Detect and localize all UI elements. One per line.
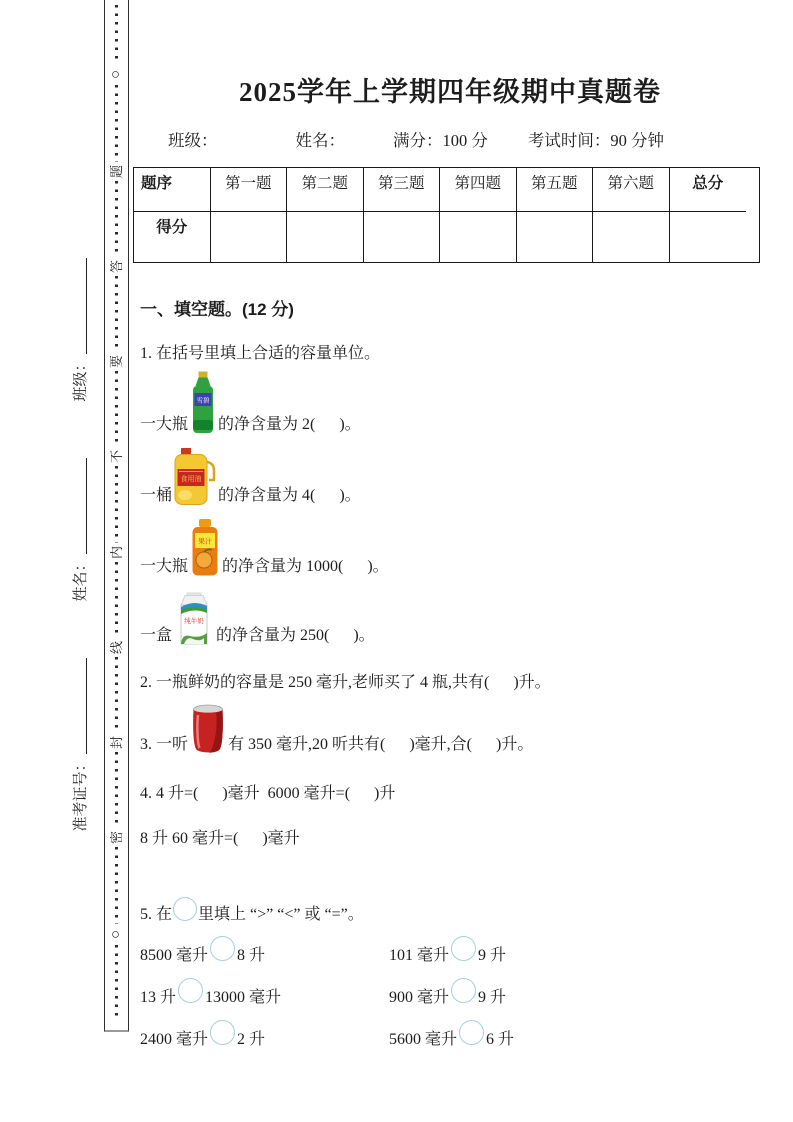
question-3 xyxy=(140,704,760,754)
margin-name-field xyxy=(70,410,90,650)
seal-dotted-segment xyxy=(115,847,118,923)
score-cell xyxy=(440,212,517,262)
seal-dotted-segment xyxy=(115,657,118,733)
table-header-question-order: 题序 xyxy=(134,168,211,212)
sprite-bottle-image xyxy=(190,371,216,434)
comparison-right: 9 升 xyxy=(478,989,507,1006)
exam-time-label: 考试时间：90 分钟 xyxy=(527,131,664,150)
juice-bottle-image xyxy=(190,519,220,576)
comparison-pair xyxy=(140,941,389,966)
item-text-pre: 一大瓶 xyxy=(140,558,189,575)
score-table xyxy=(133,167,760,263)
item-text-pre: 3. 一听 xyxy=(140,736,189,753)
comparison-pair xyxy=(140,983,389,1008)
sprite-label-text: 雪碧 xyxy=(196,397,210,405)
comparison-right: 9 升 xyxy=(478,947,507,964)
seal-dotted-segment xyxy=(115,276,118,352)
seal-circle-glyph: ○ xyxy=(108,70,124,80)
comparison-left: 101 毫升 xyxy=(389,947,450,964)
full-score-label: 满分：100 分 xyxy=(393,131,488,150)
seal-dotted-segment xyxy=(115,5,118,64)
margin-class-label: 班级： xyxy=(73,356,89,402)
comparison-circle xyxy=(173,897,197,921)
comparison-right: 13000 毫升 xyxy=(205,989,282,1006)
table-header-q5: 第五题 xyxy=(517,168,594,212)
question-4-line2: 8 升 60 毫升=( )毫升 xyxy=(140,830,300,847)
item-text-post: 的净含量为 4( )。 xyxy=(218,487,361,504)
comparison-circle xyxy=(210,936,235,961)
seal-char: 线 xyxy=(108,640,124,654)
margin-name-blank-line xyxy=(86,459,87,555)
class-label: 班级： xyxy=(168,131,218,150)
margin-exam-no-field xyxy=(70,625,90,865)
oil-label-text: 食用油 xyxy=(180,475,202,483)
comparison-row xyxy=(140,983,760,1008)
score-row-label: 得分 xyxy=(134,212,211,262)
item-text-post: 有 350 毫升,20 听共有( )毫升,合( )升。 xyxy=(228,736,534,753)
margin-exam-no-blank-line xyxy=(86,659,87,755)
comparison-pair xyxy=(140,1025,389,1050)
table-header-q3: 第三题 xyxy=(364,168,441,212)
comparison-row xyxy=(140,941,760,966)
seal-dotted-segment xyxy=(115,466,118,542)
seal-char: 密 xyxy=(108,831,124,845)
comparison-left: 900 毫升 xyxy=(389,989,450,1006)
seal-char: 答 xyxy=(108,259,124,273)
score-cell xyxy=(287,212,364,262)
item-text-post: 的净含量为 250( )。 xyxy=(216,627,375,644)
question-4-line1: 4. 4 升=( )毫升 6000 毫升=( )升 xyxy=(140,785,396,802)
score-cell xyxy=(593,212,670,262)
margin-name-label: 姓名： xyxy=(73,556,89,602)
section-heading: 一、填空题。(12 分) xyxy=(140,300,294,319)
comparison-circle xyxy=(459,1020,484,1045)
seal-char: 题 xyxy=(108,164,124,178)
question-2: 2. 一瓶鲜奶的容量是 250 毫升,老师买了 4 瓶,共有( )升。 xyxy=(140,674,551,691)
comparison-circle xyxy=(451,936,476,961)
table-header-q1: 第一题 xyxy=(211,168,288,212)
question-5-pre: 5. 在 xyxy=(140,905,173,923)
seal-char: 内 xyxy=(108,545,124,559)
comparison-circle xyxy=(178,978,203,1003)
comparison-left: 8500 毫升 xyxy=(140,947,209,964)
question-1-item-milk xyxy=(140,592,760,645)
seal-dotted-segment xyxy=(115,945,118,1021)
seal-char: 要 xyxy=(108,355,124,369)
margin-exam-no-label: 准考证号： xyxy=(73,756,89,832)
comparison-circle xyxy=(210,1020,235,1045)
comparison-left: 13 升 xyxy=(140,989,177,1006)
comparison-pair xyxy=(389,1025,638,1050)
comparison-left: 2400 毫升 xyxy=(140,1031,209,1048)
score-cell xyxy=(211,212,288,262)
table-header-q6: 第六题 xyxy=(593,168,670,212)
table-header-q2: 第二题 xyxy=(287,168,364,212)
table-header-total: 总分 xyxy=(670,168,747,212)
juice-label-text: 果汁 xyxy=(198,537,213,546)
seal-dotted-segment xyxy=(115,85,118,161)
question-1-intro: 1. 在括号里填上合适的容量单位。 xyxy=(140,345,381,362)
margin-class-blank-line xyxy=(86,259,87,355)
comparison-pair xyxy=(389,983,638,1008)
score-cell xyxy=(364,212,441,262)
item-text-post: 的净含量为 1000( )。 xyxy=(222,558,389,575)
question-1-item-oil xyxy=(140,448,760,505)
question-5-post: 里填上 “>” “<” 或 “=”。 xyxy=(198,905,364,923)
seal-dotted-segment xyxy=(115,371,118,447)
table-header-q4: 第四题 xyxy=(440,168,517,212)
seal-dotted-segment xyxy=(115,181,118,257)
cola-can-image xyxy=(190,704,226,754)
seal-line-band xyxy=(104,0,129,1032)
comparison-circle xyxy=(451,978,476,1003)
comparison-right: 6 升 xyxy=(486,1031,515,1048)
comparison-right: 2 升 xyxy=(237,1031,266,1048)
score-cell xyxy=(517,212,594,262)
comparison-left: 5600 毫升 xyxy=(389,1031,458,1048)
exam-content xyxy=(140,0,760,1050)
question-1-item-juice xyxy=(140,519,760,576)
seal-circle-glyph: ○ xyxy=(108,929,124,939)
comparison-row xyxy=(140,1025,760,1050)
item-text-pre: 一桶 xyxy=(140,487,173,504)
comparison-pair xyxy=(389,941,638,966)
info-bar xyxy=(140,127,760,151)
question-5 xyxy=(140,900,760,924)
seal-char: 封 xyxy=(108,736,124,750)
name-label: 姓名： xyxy=(295,131,345,150)
milk-label-text: 纯牛奶 xyxy=(184,618,204,625)
comparison-right: 8 升 xyxy=(237,947,266,964)
item-text-pre: 一盒 xyxy=(140,627,173,644)
milk-carton-image xyxy=(174,592,214,645)
seal-char: 不 xyxy=(108,450,124,464)
seal-dotted-segment xyxy=(115,752,118,828)
page-title: 2025学年上学期四年级期中真题卷 xyxy=(239,77,661,107)
seal-dotted-segment xyxy=(115,562,118,638)
oil-bottle-image xyxy=(174,448,216,505)
item-text-pre: 一大瓶 xyxy=(140,416,189,433)
score-cell xyxy=(670,212,747,262)
item-text-post: 的净含量为 2( )。 xyxy=(218,416,361,433)
question-1-item-sprite xyxy=(140,371,760,434)
